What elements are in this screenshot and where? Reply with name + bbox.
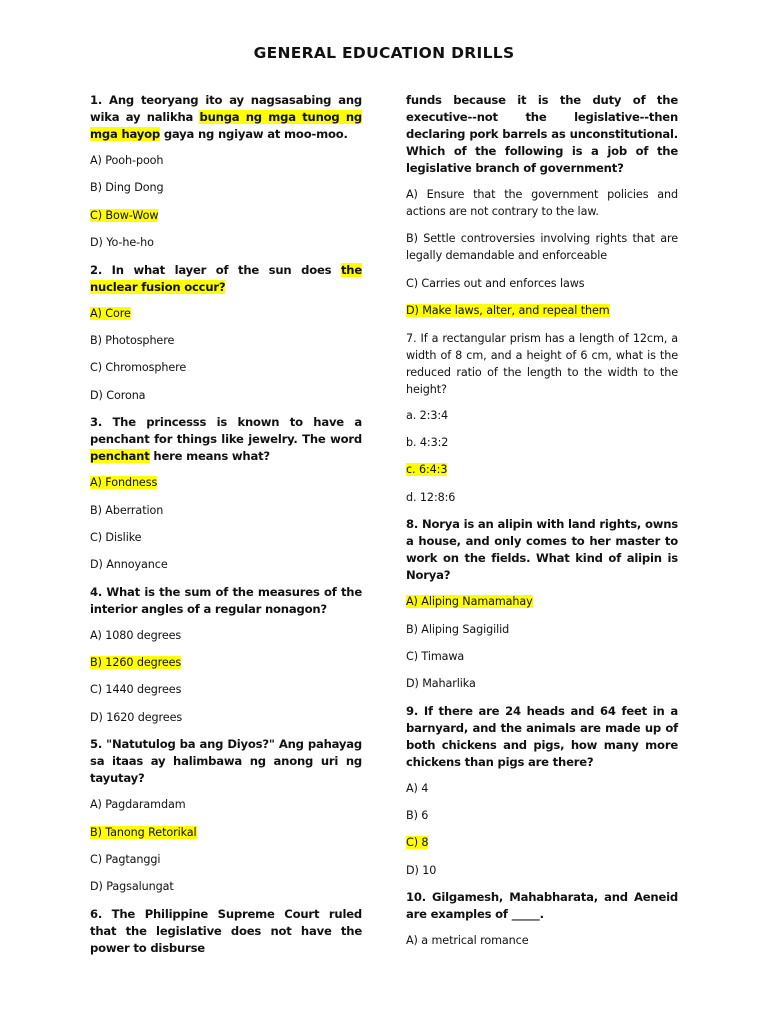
question-6-part-1: 6. The Philippine Supreme Court ruled that the legislative does not have the power to disburse [90,906,362,955]
q9-option-d: D) 10 [406,863,437,877]
question-9: 9. If there are 24 heads and 64 feet in a barnyard, and the animals are made up of both chickens and pigs, how many more chickens than pigs are there? [406,703,678,769]
question-4: 4. What is the sum of the measures of the interior angles of a regular nonagon? [90,584,362,616]
q3-option-d: D) Annoyance [90,558,168,572]
question-1-text-end: gaya ng ngiyaw at moo-moo. [159,127,348,141]
question-2 [90,262,362,296]
question-6-part-2: funds because it is the duty of the executive--not the legislative--then declaring pork barrels as unconstitutional. Which of the following is a job of the legislative branch of government? [406,93,678,175]
q9-option-b: B) 6 [406,809,429,823]
question-1 [90,92,362,143]
question-2-highlight: the nuclear fusion occur? [90,262,362,294]
q6-option-b: B) Settle controversies involving rights that are legally demandable and enforceable [406,232,678,263]
q1-option-b: B) Ding Dong [90,181,164,195]
question-1-text: 1. Ang teoryang ito ay nagsasabing ang wika ay nalikha [90,93,362,124]
q7-option-d: d. 12:8:6 [406,490,456,504]
question-10: 10. Gilgamesh, Mahabharata, and Aeneid are examples of _____. [406,890,678,922]
q5-option-b-answer: B) Tanong Retorikal [90,825,197,839]
q1-option-d: D) Yo-he-ho [90,236,154,250]
q1-option-c-answer: C) Bow-Wow [90,208,159,222]
question-1-highlight: bunga ng mga tunog ng mga hayop [90,110,362,141]
question-2-text: 2. In what layer of the sun does [90,262,341,277]
q3-option-a-answer: A) Fondness [90,476,158,490]
q3-option-b: B) Aberration [90,503,164,517]
question-3-text-end: here means what? [149,449,270,464]
left-column [90,92,362,966]
q6-option-c: C) Carries out and enforces laws [406,276,585,290]
q8-option-c: C) Timawa [406,649,465,663]
q8-option-a-answer: A) Aliping Namamahay [406,595,533,609]
q2-option-c: C) Chromosphere [90,361,187,375]
q4-option-c: C) 1440 degrees [90,683,182,697]
q8-option-d: D) Maharlika [406,677,476,691]
q7-option-b: b. 4:3:2 [406,435,449,449]
question-3-text: 3. The princesss is known to have a penchant for things like jewelry. The word [90,415,362,447]
question-3-highlight: penchant [90,449,150,464]
q7-option-a: a. 2:3:4 [406,408,449,422]
right-column [406,92,678,960]
q5-option-a: A) Pagdaramdam [90,798,186,812]
q9-option-c-answer: C) 8 [406,836,429,850]
q2-option-a-answer: A) Core [90,306,131,320]
q10-option-a: A) a metrical romance [406,934,529,948]
q9-option-a: A) 4 [406,781,429,795]
q8-option-b: B) Aliping Sagigilid [406,622,510,636]
q6-option-d-answer: D) Make laws, alter, and repeal them [406,304,610,318]
q3-option-c: C) Dislike [90,530,142,544]
question-5: 5. "Natutulog ba ang Diyos?" Ang pahayag sa itaas ay halimbawa ng anong uri ng tayutay? [90,737,362,786]
q2-option-b: B) Photosphere [90,333,175,347]
page-title: GENERAL EDUCATION DRILLS [253,44,515,62]
question-7: 7. If a rectangular prism has a length of 12cm, a width of 8 cm, and a height of 6 cm, what is the reduced ratio of the length to the width to the height? [406,331,678,396]
q5-option-d: D) Pagsalungat [90,880,174,894]
question-8: 8. Norya is an alipin with land rights, owns a house, and only comes to her master to work on the fields. What kind of alipin is Norya? [406,517,678,583]
question-3 [90,414,362,465]
q4-option-d: D) 1620 degrees [90,710,183,724]
q2-option-d: D) Corona [90,388,146,402]
q5-option-c: C) Pagtanggi [90,853,161,867]
q7-option-c-answer: c. 6:4:3 [406,463,448,477]
q4-option-a: A) 1080 degrees [90,628,182,642]
q4-option-b-answer: B) 1260 degrees [90,656,182,670]
q6-option-a: A) Ensure that the government policies and actions are not contrary to the law. [406,188,678,218]
q1-option-a: A) Pooh-pooh [90,154,164,167]
